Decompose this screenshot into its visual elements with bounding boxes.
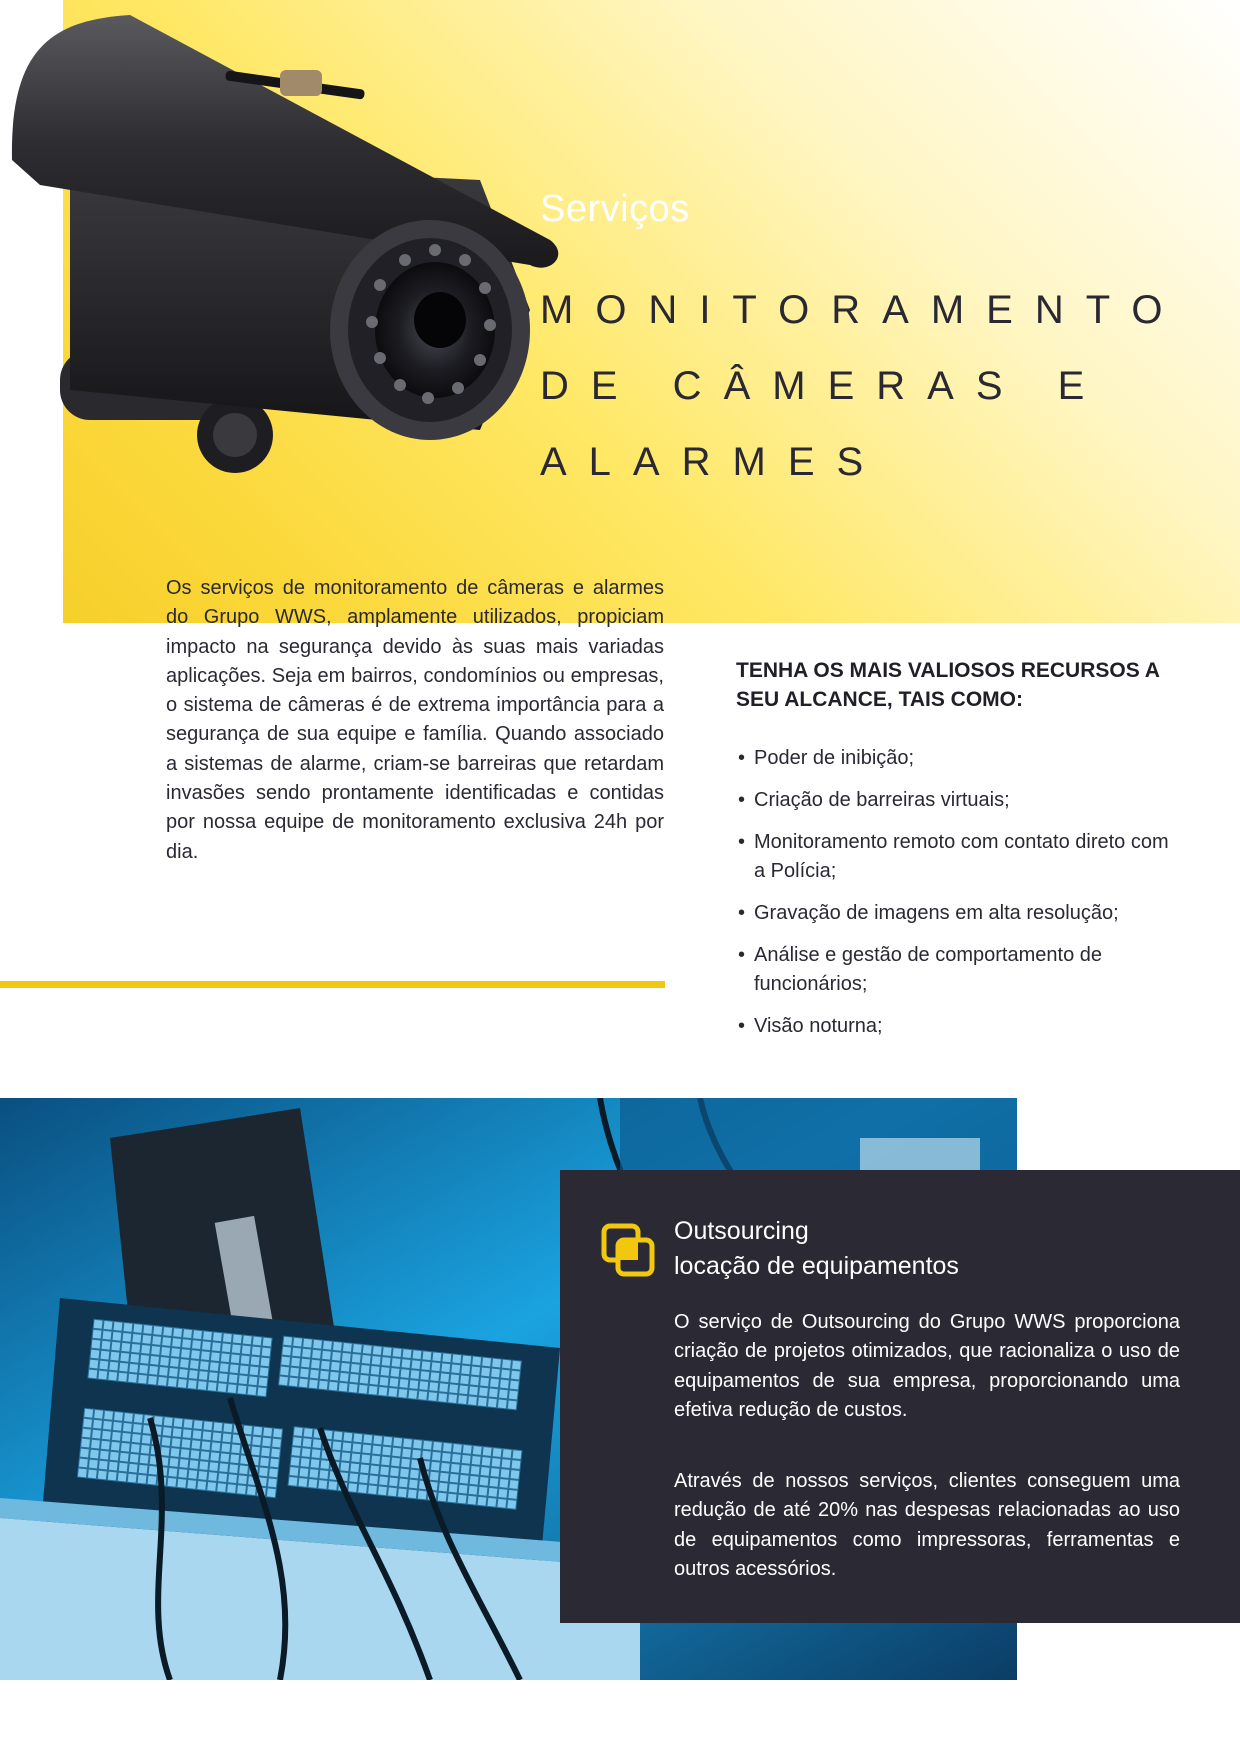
outsourcing-title: [674, 1214, 1194, 1284]
section-label: Serviços: [540, 188, 690, 230]
section-divider: [0, 981, 665, 988]
outsourcing-paragraph-1: O serviço de Outsourcing do Grupo WWS proporciona criação de projetos otimizados, que racionaliza o uso de equipamentos de sua empresa, proporcionando uma efetiva redução de custos.: [674, 1311, 1180, 1421]
features-list: [736, 744, 1176, 1054]
list-item: • Análise e gestão de comportamento de funcionários;: [736, 941, 1176, 999]
outsourcing-title-line2: locação de equipamentos: [674, 1252, 959, 1280]
features-heading: TENHA OS MAIS VALIOSOS RECURSOS A SEU ALCANCE, TAIS COMO:: [736, 659, 1160, 711]
list-item: • Monitoramento remoto com contato direto com a Polícia;: [736, 828, 1176, 886]
intro-paragraph: Os serviços de monitoramento de câmeras e alarmes do Grupo WWS, amplamente utilizados, propiciam impacto na segurança devido às suas mais variadas aplicações. Seja em bairros, condomínios ou empresas, o sistema de câmeras é de extrema importância para a segurança de sua equipe e família. Quando associado a sistemas de alarme, criam-se barreiras que retardam invasões sendo prontamente identificadas e contidas por nossa equipe de monitoramento exclusiva 24h por dia.: [166, 577, 664, 863]
list-item: • Gravação de imagens em alta resolução;: [736, 899, 1176, 928]
outsourcing-panel: [560, 1170, 1240, 1623]
list-item: • Poder de inibição;: [736, 744, 1176, 773]
overlapping-squares-icon: [600, 1222, 656, 1278]
outsourcing-paragraph-2: Através de nossos serviços, clientes conseguem uma redução de até 20% nas despesas relacionadas ao uso de equipamentos como impressoras, ferramentas e outros acessórios.: [674, 1470, 1180, 1580]
list-item: • Criação de barreiras virtuais;: [736, 786, 1176, 815]
outsourcing-title-line1: Outsourcing: [674, 1217, 809, 1245]
page-title: MONITORAMENTO DE CÂMERAS E ALARMES: [540, 288, 1185, 484]
list-item: • Visão noturna;: [736, 1012, 1176, 1041]
security-camera-image: [10, 10, 630, 490]
